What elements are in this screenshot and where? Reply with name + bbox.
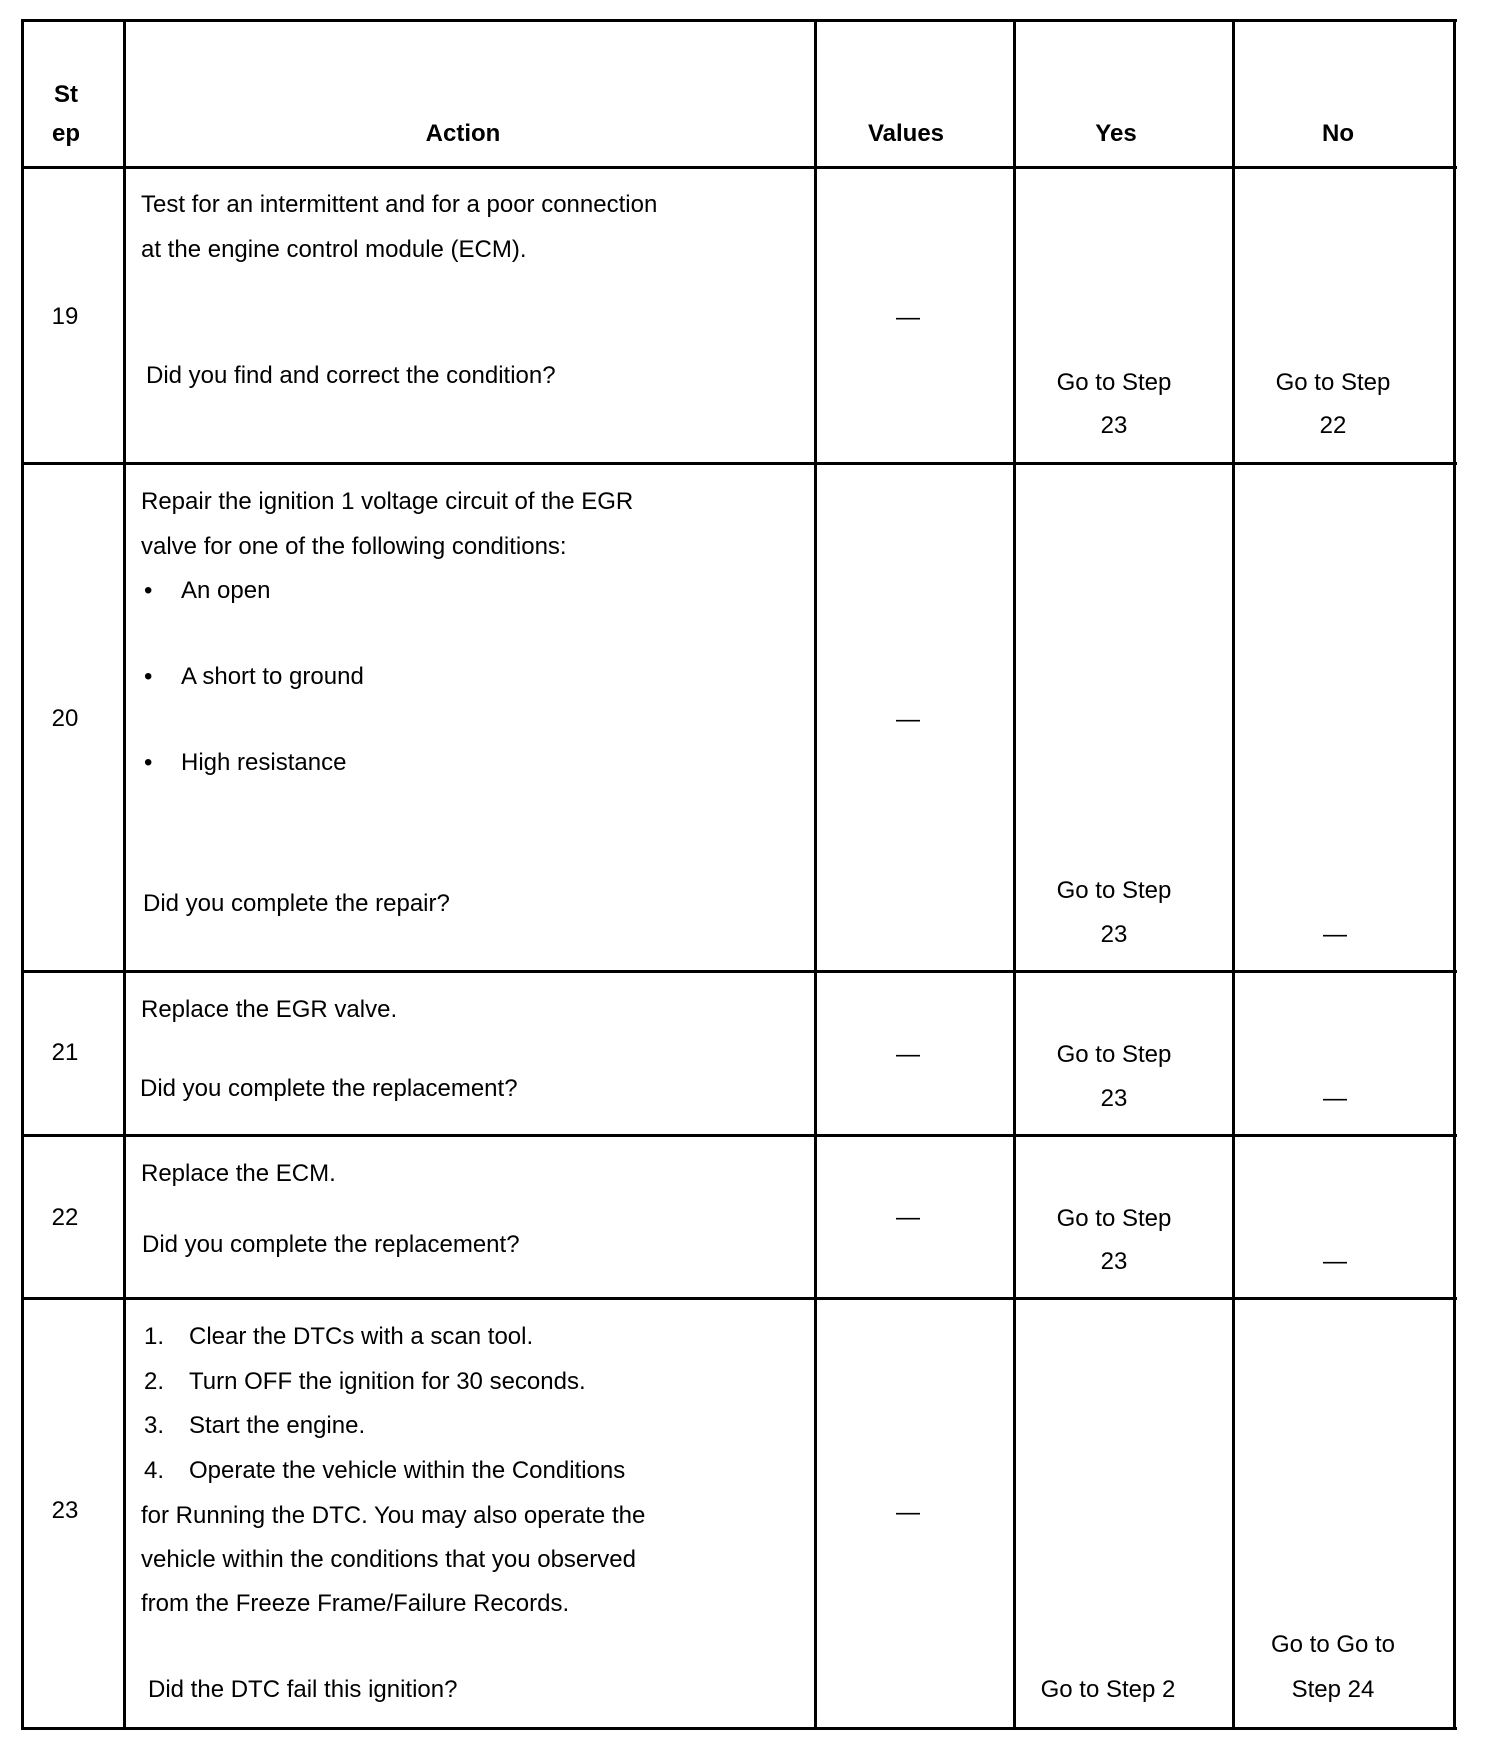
yes-link[interactable]: 23 [1100,1085,1128,1112]
action-text: for Running the DTC. You may also operate the [141,1502,646,1529]
row-divider [22,462,1457,465]
action-text: vehicle within the conditions that you observed [141,1546,636,1573]
yes-link[interactable]: Go to Step [1056,1041,1172,1068]
values-cell: — [896,1041,920,1068]
list-text: Turn OFF the ignition for 30 seconds. [189,1368,586,1395]
action-question: Did you complete the replacement? [140,1075,518,1102]
values-cell: — [896,304,920,331]
yes-link[interactable]: 23 [1100,412,1128,439]
yes-link[interactable]: Go to Step 2 [1040,1676,1176,1703]
action-question: Did you complete the replacement? [142,1231,520,1258]
no-link[interactable]: Step 24 [1291,1676,1375,1703]
action-question: Did you complete the repair? [143,890,450,917]
step-number: 23 [51,1497,79,1524]
yes-link[interactable]: Go to Step [1056,1205,1172,1232]
action-text: Repair the ignition 1 voltage circuit of the EGR [141,488,634,515]
action-question: Did you find and correct the condition? [146,362,556,389]
list-text: Start the engine. [189,1412,366,1439]
col-divider [814,19,817,1730]
col-divider [21,19,24,1730]
step-number: 20 [51,705,79,732]
header-step: St [54,81,78,108]
header-values: Values [867,120,945,147]
values-cell: — [896,706,920,733]
action-text: Test for an intermittent and for a poor connection [141,191,658,218]
table-border-bottom [22,1727,1457,1730]
col-divider [1013,19,1016,1730]
no-cell: — [1323,921,1347,948]
table-border-top [22,19,1457,22]
list-number: 4. [144,1457,165,1484]
header-action: Action [425,120,501,147]
action-text: Replace the EGR valve. [141,996,398,1023]
no-link[interactable]: Go to Go to [1270,1631,1396,1658]
row-divider [22,970,1457,973]
row-divider [22,1134,1457,1137]
list-text: Operate the vehicle within the Conditions [189,1457,626,1484]
action-text: valve for one of the following conditions: [141,533,567,560]
no-cell: — [1323,1085,1347,1112]
step-number: 19 [51,303,79,330]
action-text: Replace the ECM. [141,1160,336,1187]
yes-link[interactable]: 23 [1100,921,1128,948]
list-text: Clear the DTCs with a scan tool. [189,1323,534,1350]
values-cell: — [896,1204,920,1231]
yes-link[interactable]: 23 [1100,1248,1128,1275]
col-divider [1232,19,1235,1730]
bullet-icon: • [144,749,153,776]
list-number: 2. [144,1368,165,1395]
header-no: No [1322,120,1354,147]
col-divider [1453,19,1456,1730]
header-step: ep [51,120,81,147]
list-number: 1. [144,1323,165,1350]
no-cell: — [1323,1248,1347,1275]
row-divider [22,166,1457,169]
no-link[interactable]: Go to Step [1275,369,1391,396]
no-link[interactable]: 22 [1319,412,1347,439]
action-text: at the engine control module (ECM). [141,236,527,263]
step-number: 22 [51,1204,79,1231]
row-divider [22,1297,1457,1300]
bullet-text: High resistance [181,749,347,776]
values-cell: — [896,1499,920,1526]
bullet-text: An open [181,577,271,604]
list-number: 3. [144,1412,165,1439]
bullet-icon: • [144,577,153,604]
step-number: 21 [51,1039,79,1066]
bullet-text: A short to ground [181,663,364,690]
header-yes: Yes [1095,120,1137,147]
yes-link[interactable]: Go to Step [1056,369,1172,396]
yes-link[interactable]: Go to Step [1056,877,1172,904]
action-text: from the Freeze Frame/Failure Records. [141,1590,570,1617]
col-divider [123,19,126,1730]
bullet-icon: • [144,663,153,690]
action-question: Did the DTC fail this ignition? [148,1676,458,1703]
